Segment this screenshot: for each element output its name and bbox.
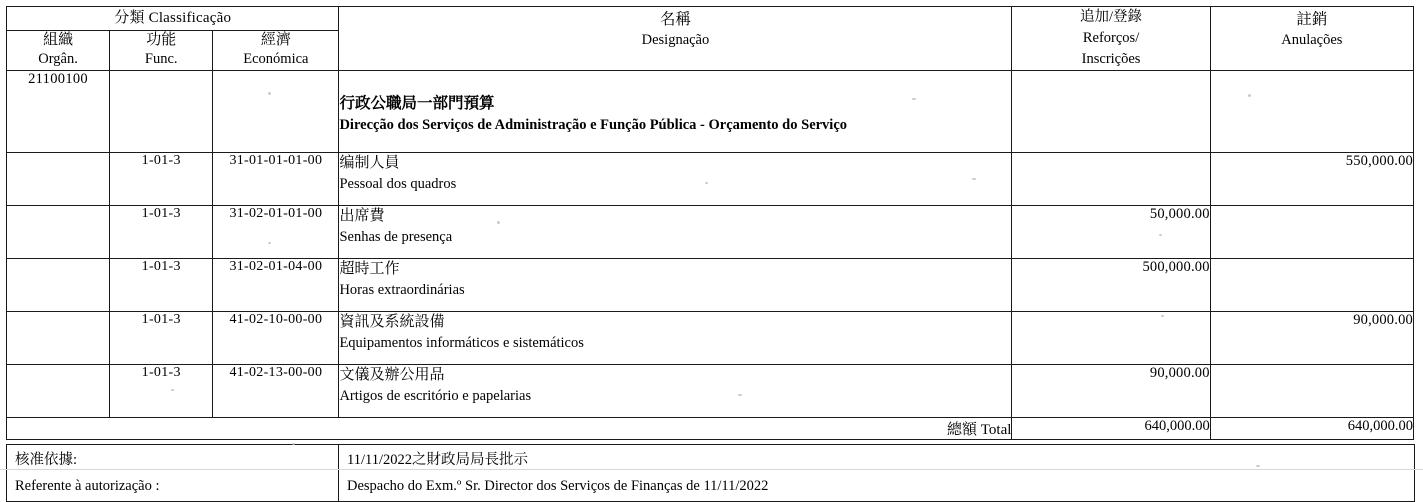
total-reinforcement: 640,000.00 (1012, 417, 1210, 439)
header-reinforcement-pt-2: Inscrições (1081, 51, 1141, 68)
scan-speck (268, 242, 271, 244)
header-organic-pt: Orgân. (38, 51, 78, 68)
scan-speck (171, 389, 174, 391)
header-economic-zh: 經濟 (260, 32, 291, 48)
header-economic (213, 31, 339, 71)
scan-speck (912, 98, 916, 100)
entity-reinforcement-empty (1012, 71, 1210, 153)
row-designation-zh: 超時工作 (339, 260, 400, 277)
scan-speck (292, 443, 295, 445)
row-cancellation (1210, 205, 1413, 258)
header-reinforcement-pt-1: Reforços/ (1082, 30, 1140, 47)
row-organic (7, 152, 110, 205)
row-designation (339, 311, 1012, 364)
entity-functional-empty (110, 71, 213, 153)
approval-value-pt: Despacho do Exm.º Sr. Director dos Serviços de Finanças de 11/11/2022 (339, 473, 1415, 502)
header-economic-pt: Económica (243, 51, 309, 68)
page-edge-line (0, 469, 1423, 470)
scan-speck (1248, 94, 1251, 97)
header-cancellation-zh: 註銷 (1296, 11, 1328, 28)
entity-designation (339, 71, 1012, 153)
scan-speck (1256, 465, 1260, 467)
row-cancellation: 90,000.00 (1210, 311, 1413, 364)
row-reinforcement (1012, 152, 1210, 205)
total-label-pt: Total (980, 421, 1012, 438)
row-designation (339, 205, 1012, 258)
header-designation-zh: 名稱 (659, 11, 691, 28)
table-row (7, 205, 1414, 258)
header-classification-group (7, 7, 339, 31)
row-reinforcement: 90,000.00 (1012, 364, 1210, 417)
row-organic (7, 364, 110, 417)
entity-row (7, 71, 1414, 153)
row-designation-zh: 出席費 (339, 207, 385, 224)
row-designation-zh: 编制人員 (339, 154, 400, 171)
row-economic: 41-02-10-00-00 (213, 311, 339, 364)
row-functional: 1-01-3 (110, 311, 213, 364)
entity-cancellation-empty (1210, 71, 1413, 153)
header-classification-pt: Classificação (148, 10, 232, 26)
table-header-group-row (7, 7, 1414, 31)
entity-designation-pt: Direcção dos Serviços de Administração e Função Pública - Orçamento do Serviço (339, 117, 848, 134)
total-label (7, 417, 1012, 439)
entity-designation-zh: 行政公職局一部門預算 (339, 95, 495, 113)
row-reinforcement (1012, 311, 1210, 364)
row-organic (7, 205, 110, 258)
row-functional: 1-01-3 (110, 152, 213, 205)
header-designation-pt: Designação (641, 32, 710, 48)
row-cancellation (1210, 364, 1413, 417)
row-designation-pt: Horas extraordinárias (339, 281, 465, 298)
row-economic: 41-02-13-00-00 (213, 364, 339, 417)
header-reinforcement (1012, 7, 1210, 71)
scan-speck (497, 221, 500, 224)
budget-table (6, 6, 1414, 440)
header-reinforcement-zh: 追加/登錄 (1080, 9, 1143, 25)
row-functional: 1-01-3 (110, 258, 213, 311)
header-cancellation-pt: Anulações (1281, 32, 1343, 48)
header-designation (339, 7, 1012, 71)
header-classification-zh: 分類 (114, 10, 145, 26)
row-organic (7, 311, 110, 364)
scan-speck (1159, 234, 1162, 236)
row-designation-zh: 資訊及系統設備 (339, 313, 445, 330)
header-organic-zh: 組織 (43, 32, 74, 48)
scan-speck (1161, 315, 1164, 317)
header-functional-zh: 功能 (146, 32, 177, 48)
scan-speck (268, 92, 271, 95)
row-designation-pt: Senhas de presença (339, 228, 453, 245)
header-functional (110, 31, 213, 71)
table-row (7, 258, 1414, 311)
row-designation (339, 364, 1012, 417)
row-functional: 1-01-3 (110, 364, 213, 417)
table-row (7, 152, 1414, 205)
document-page (0, 6, 1423, 495)
row-designation-pt: Equipamentos informáticos e sistemáticos (339, 334, 584, 351)
row-cancellation (1210, 258, 1413, 311)
row-organic (7, 258, 110, 311)
scan-speck (705, 182, 708, 184)
header-cancellation (1210, 7, 1413, 71)
row-functional: 1-01-3 (110, 205, 213, 258)
row-designation-pt: Pessoal dos quadros (339, 175, 457, 192)
row-economic: 31-02-01-04-00 (213, 258, 339, 311)
approval-row-pt (7, 473, 1415, 502)
row-designation-pt: Artigos de escritório e papelarias (339, 387, 532, 404)
table-row (7, 364, 1414, 417)
row-reinforcement: 500,000.00 (1012, 258, 1210, 311)
approval-footer (6, 444, 1415, 502)
scan-speck (972, 178, 976, 180)
row-economic: 31-01-01-01-00 (213, 152, 339, 205)
header-organic (7, 31, 110, 71)
approval-label-pt: Referente à autorização : (7, 473, 339, 502)
entity-organic-code: 21100100 (7, 71, 110, 153)
row-cancellation: 550,000.00 (1210, 152, 1413, 205)
total-cancellation: 640,000.00 (1210, 417, 1413, 439)
total-row (7, 417, 1414, 439)
approval-label-zh: 核准依據: (7, 444, 339, 473)
row-economic: 31-02-01-01-00 (213, 205, 339, 258)
table-row (7, 311, 1414, 364)
row-designation (339, 258, 1012, 311)
header-functional-pt: Func. (144, 51, 178, 68)
row-designation-zh: 文儀及辦公用品 (339, 366, 445, 383)
total-label-zh: 總額 (947, 421, 978, 438)
scan-speck (738, 394, 742, 396)
approval-value-zh: 11/11/2022之財政局局長批示 (339, 444, 1415, 473)
entity-economic-empty (213, 71, 339, 153)
row-reinforcement: 50,000.00 (1012, 205, 1210, 258)
row-designation (339, 152, 1012, 205)
